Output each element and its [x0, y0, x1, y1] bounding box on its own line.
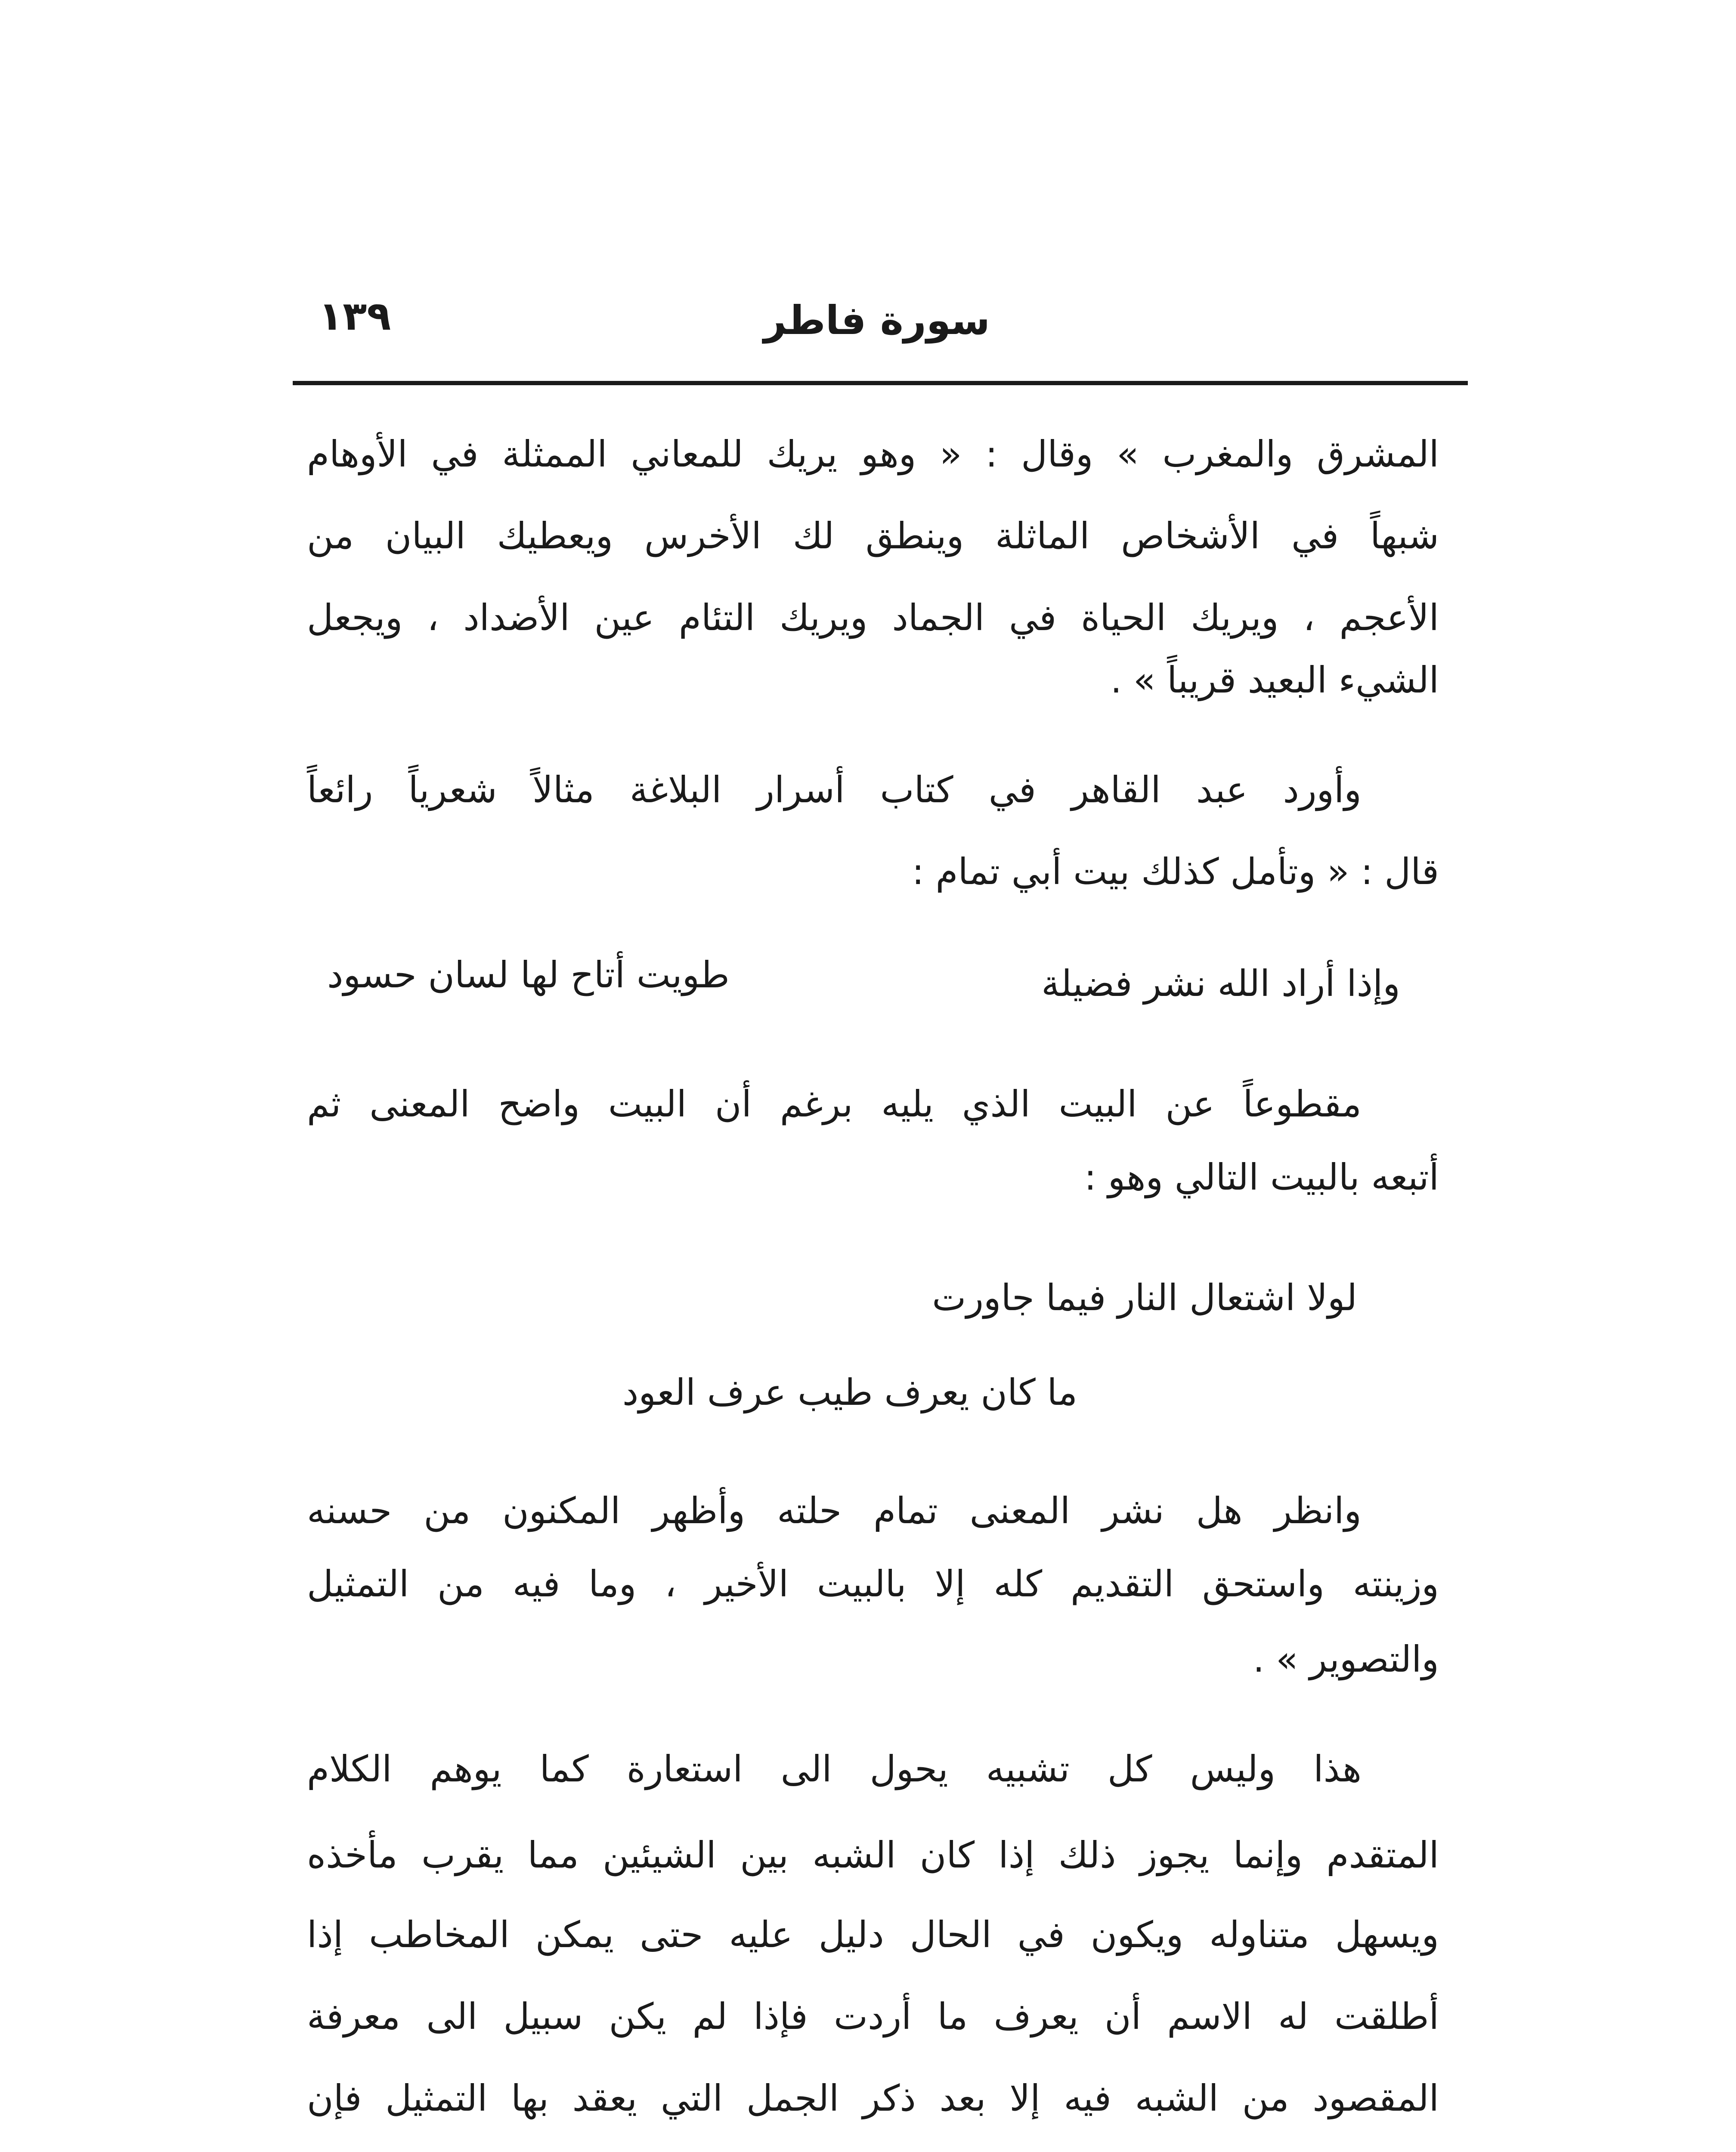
- text-line: المقصود من الشبه فيه إلا بعد ذكر الجمل التي يعقد بها التمثيل فإن: [307, 2077, 1439, 2119]
- page-header: [293, 275, 1468, 362]
- text-line: وانظر هل نشر المعنى تمام حلته وأظهر المكنون من حسنه: [307, 1490, 1362, 1532]
- text-line: المشرق والمغرب » وقال : « وهو يريك للمعاني الممثلة في الأوهام: [307, 433, 1439, 475]
- verse-hemistich-second: طويت أتاح لها لسان حسود: [327, 954, 730, 996]
- verse-hemistich-first: لولا اشتعال النار فيما جاورت: [932, 1277, 1357, 1319]
- text-line: وزينته واستحق التقديم كله إلا بالبيت الأخير ، وما فيه من التمثيل: [307, 1563, 1439, 1605]
- text-line: هذا وليس كل تشبيه يحول الى استعارة كما يوهم الكلام: [307, 1748, 1362, 1790]
- text-line: الأعجم ، ويريك الحياة في الجماد ويريك التئام عين الأضداد ، ويجعل: [307, 597, 1439, 639]
- verse-hemistich-first: وإذا أراد الله نشر فضيلة: [1041, 962, 1400, 1005]
- text-line: وأورد عبد القاهر في كتاب أسرار البلاغة مثالاً شعرياً رائعاً: [307, 769, 1362, 811]
- text-line: مقطوعاً عن البيت الذي يليه برغم أن البيت واضح المعنى ثم: [307, 1083, 1362, 1125]
- text-line: المتقدم وإنما يجوز ذلك إذا كان الشبه بين الشيئين مما يقرب مأخذه: [307, 1834, 1439, 1876]
- page-number: ١٣٩: [319, 293, 391, 339]
- header-divider: [293, 381, 1468, 385]
- verse-hemistich-second: ما كان يعرف طيب عرف العود: [622, 1371, 1077, 1413]
- text-line: ويسهل متناوله ويكون في الحال دليل عليه حتى يمكن المخاطب إذا: [307, 1914, 1439, 1956]
- text-line: أتبعه بالبيت التالي وهو :: [1084, 1156, 1439, 1198]
- text-line: شبهاً في الأشخاص الماثلة وينطق لك الأخرس ويعطيك البيان من: [307, 515, 1439, 557]
- running-title: سورة فاطر: [763, 297, 990, 343]
- text-line: والتصوير » .: [1253, 1638, 1439, 1680]
- text-line: قال : « وتأمل كذلك بيت أبي تمام :: [912, 850, 1439, 893]
- text-line: أطلقت له الاسم أن يعرف ما أردت فإذا لم يكن سبيل الى معرفة: [307, 1995, 1439, 2038]
- text-line: الشيء البعيد قريباً » .: [1110, 659, 1439, 701]
